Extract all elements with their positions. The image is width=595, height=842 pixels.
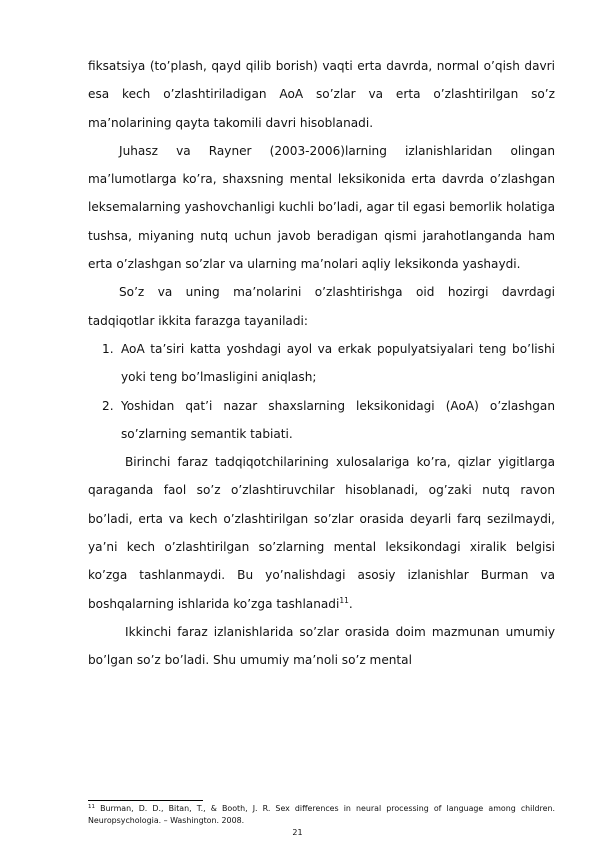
footnote xyxy=(88,803,555,828)
paragraph-intro: fiksatsiya (to’plash, qayd qilib borish) vaqti erta davrda, normal o’qish davri esa kech o’zlashtiriladigan AoA so’zlar va erta o’zlashtirilgan so’z ma’nolarining qayta takomili davri hisoblanadi. xyxy=(88,59,555,130)
paragraph-hypotheses-intro: So’z va uning ma’nolarini o’zlashtirishga oid hozirgi davrdagi tadqiqotlar ikkita farazga tayaniladi: xyxy=(88,285,555,328)
paragraph-first-end: . xyxy=(348,596,353,611)
footnote-text: Burman, D. D., Bitan, T., & Booth, J. R. Sex differences in neural processing of language among children. Neuropsychologia. – Washington. 2008. xyxy=(88,804,555,826)
page-body xyxy=(88,52,555,675)
paragraph-first-hypothesis xyxy=(88,448,555,618)
list-item xyxy=(102,335,555,392)
list-item-number: 1. xyxy=(102,341,114,356)
list-item xyxy=(102,392,555,449)
paragraph-juhasz-rayner: Juhasz va Rayner (2003-2006)larning izlanishlaridan olingan ma’lumotlarga ko’ra, shaxsning mental leksikonida erta davrda o’zlashgan leksemalarning yashovchanligi kuchli bo’ladi, agar til egasi bemorlik holatiga tushsa, miyaning nutq uchun javob beradigan qismi jarahotlanganda ham erta o’zlashgan so’zlar va ularning ma’nolari aqliy leksikonda yashaydi. xyxy=(88,143,555,272)
footnote-divider xyxy=(88,800,203,801)
footnote-reference[interactable]: 11 xyxy=(339,595,349,605)
list-item-text: AoA ta’siri katta yoshdagi ayol va erkak populyatsiyalari teng bo’lishi yoki teng bo’lmasligini aniqlash; xyxy=(121,341,555,385)
paragraph-first-text: Birinchi faraz tadqiqotchilarining xulosalariga ko’ra, qizlar yigitlarga qaraganda faol so’z o’zlashtiruvchilar hisoblanadi, og’zaki nutq ravon bo’ladi, erta va kech o’zlashtirilgan so’zlar orasida deyarli farq sezilmaydi, ya’ni kech o’zlashtirilgan so’zlarning mental leksikondagi xiralik belgisi ko’zga tashlanmaydi. Bu yo’nalishdagi asosiy izlanishlar Burman va boshqalarning ishlarida ko’zga tashlanadi xyxy=(88,455,555,611)
list-item-text: Yoshidan qat’i nazar shaxslarning leksikonidagi (AoA) o’zlashgan so’zlarning semantik tabiati. xyxy=(121,398,555,441)
paragraph-second-hypothesis: Ikkinchi faraz izlanishlarida so’zlar orasida doim mazmunan umumiy bo’lgan so’z bo’ladi. Shu umumiy ma’noli so’z mental xyxy=(88,624,555,668)
list-item-number: 2. xyxy=(102,398,114,413)
hypotheses-list xyxy=(88,335,555,448)
page-number: 21 xyxy=(292,828,303,837)
footnote-mark: 11 xyxy=(88,804,95,810)
